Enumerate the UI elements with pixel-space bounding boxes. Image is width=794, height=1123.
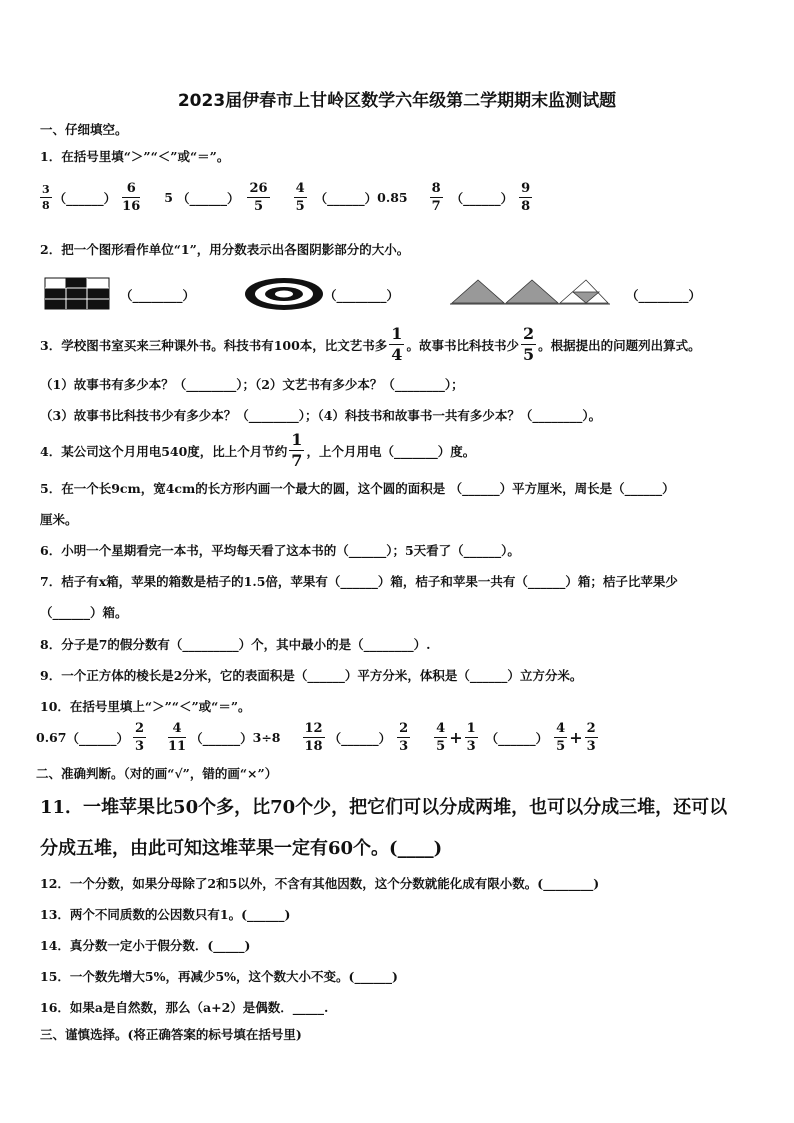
fraction: $\frac{6}{16}$ [122,181,141,214]
fraction: $\frac{4}{5}$ [295,181,305,214]
question-8: 8．分子是7的假分数有（_________）个，其中最小的是（________）. [40,637,431,652]
answer-blank[interactable]: （______） [450,190,514,206]
answer-blank[interactable]: （______） [314,190,378,206]
answer-blank[interactable]: （______） [328,730,392,746]
section-1-heading: 一、仔细填空。 [40,122,128,137]
triangles-figure [450,278,610,306]
fraction: $\frac{2}{3}$ [134,721,145,754]
section-3-heading: 三、谨慎选择。(将正确答案的标号填在括号里) [40,1027,302,1042]
fraction: $\frac{2}{3}$ [399,721,409,754]
number: 5 [164,190,173,205]
question-2: 2．把一个图形看作单位“1”，用分数表示出各图阴影部分的大小。 [40,242,410,257]
fraction: $\frac{9}{8}$ [521,181,531,214]
question-7-cont: （______）箱。 [40,605,128,620]
grid-figure [44,277,110,310]
fraction: $\frac{3}{8}$ [42,183,50,212]
question-11: 11．一堆苹果比50个多，比70个少，把它们可以分成两堆，也可以分成三堆，还可以 [40,797,728,818]
fraction: $\frac{1}{3}$ [466,721,476,754]
question-7: 7．桔子有x箱，苹果的箱数是桔子的1.5倍，苹果有（______）箱，桔子和苹果一共有（______）箱；桔子比苹果少 [40,574,678,589]
fraction: $\frac{1}{4}$ [391,324,403,364]
question-6: 6．小明一个星期看完一本书，平均每天看了这本书的（______）；5天看了（______）。 [40,543,520,558]
page-title: 2023届伊春市上甘岭区数学六年级第二学期期末监测试题 [177,91,617,111]
question-11-cont: 分成五堆，由此可知这堆苹果一定有60个。(____) [40,838,443,859]
answer-blank[interactable]: （________） [324,288,400,303]
question-4 [40,432,475,469]
answer-blank[interactable]: （______） [176,190,240,206]
fraction: $\frac{4}{5}$ [436,721,446,754]
fraction: $\frac{4}{11}$ [168,721,187,754]
question-5: 5．在一个长9cm，宽4cm的长方形内画一个最大的圆，这个圆的面积是 （______）平方厘米，周长是（______） [40,481,675,496]
fraction: $\frac{26}{5}$ [249,181,268,214]
question-15: 15．一个数先增大5%，再减少5%，这个数大小不变。(______) [40,969,398,984]
question-1: 1．在括号里填“＞”“＜”或“＝”。 [40,149,230,164]
number: 0.67 [36,730,67,745]
fraction: $\frac{2}{5}$ [522,324,535,364]
answer-blank[interactable]: （________） [120,288,196,303]
plus-sign: + [569,728,583,747]
fraction: $\frac{2}{3}$ [586,721,596,754]
fraction: $\frac{8}{7}$ [431,181,441,214]
question-12: 12．一个分数，如果分母除了2和5以外，不含有其他因数，这个分数就能化成有限小数。(________) [40,876,600,891]
question-1-items [38,182,534,213]
plus-sign: + [449,728,463,747]
question-9: 9．一个正方体的棱长是2分米，它的表面积是（______）平方分米，体积是（______）立方分米。 [40,668,583,683]
section-2-heading: 二、准确判断。（对的画“√”，错的画“×”） [36,766,278,781]
question-10-items [36,722,600,753]
question-10: 10．在括号里填上“＞”“＜”或“＝”。 [40,699,251,714]
answer-blank[interactable]: （________） [626,288,702,303]
number: 0.85 [377,190,408,205]
answer-blank[interactable]: （______） [66,730,129,746]
question-14: 14．真分数一定小于假分数．(_____) [40,938,251,953]
answer-blank[interactable]: （______） [53,190,117,206]
question-13: 13．两个不同质数的公因数只有1。(______) [40,907,291,922]
question-3-sub-3-4: （3）故事书比科技书少有多少本？（________）；（4）科技书和故事书一共有多少本？（________）。 [40,408,602,423]
fraction: $\frac{1}{7}$ [291,430,303,470]
answer-blank[interactable]: （______） [485,730,549,746]
question-16: 16．如果a是自然数，那么（a+2）是偶数．_____. [40,1000,329,1015]
fraction: $\frac{4}{5}$ [556,721,566,754]
question-4-text: ，上个月用电（_______）度。 [306,443,476,459]
question-3-text: 。根据提出的问题列出算式。 [538,337,701,353]
question-3-text: 3．学校图书室买来三种课外书。科技书有100本，比文艺书多 [40,337,388,353]
question-4-text: 4．某公司这个月用电540度，比上个月节约 [40,443,288,459]
question-3-sub-1-2: （1）故事书有多少本？（________）；（2）文艺书有多少本？（________）； [40,377,464,392]
expression: 3÷8 [252,730,281,745]
question-3-text: 。故事书比科技书少 [406,337,519,353]
fraction: $\frac{12}{18}$ [304,721,323,754]
answer-blank[interactable]: （______） [190,730,253,746]
question-5-cont: 厘米。 [40,512,78,527]
question-3 [40,326,701,363]
ring-figure [244,277,324,311]
